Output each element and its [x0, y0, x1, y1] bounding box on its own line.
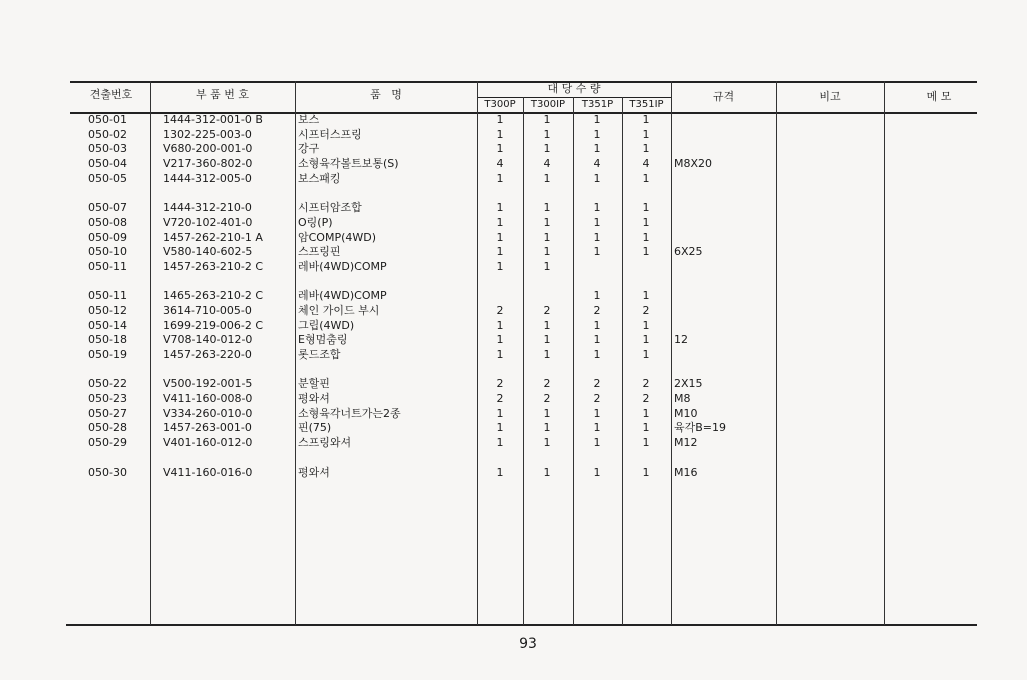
row-part-no: V217-360-802-0: [163, 157, 253, 171]
row-qty-t300ip: 1: [543, 201, 551, 215]
table-row: [0, 157, 1027, 172]
row-code: 050-19: [88, 348, 127, 361]
row-qty-t300ip: 1: [543, 348, 551, 361]
table-row: [0, 304, 1027, 319]
row-part-no: V334-260-010-0: [163, 406, 253, 420]
row-code: 050-05: [88, 171, 127, 185]
row-qty-t351ip: 2: [642, 392, 650, 406]
row-code: 050-30: [88, 465, 127, 479]
row-code: 050-23: [88, 392, 127, 406]
row-spec: M12: [674, 436, 698, 450]
row-qty-t300p: 1: [496, 171, 504, 185]
table-row: [0, 392, 1027, 407]
row-qty-t351p: 1: [593, 348, 601, 361]
row-name: 보스: [298, 113, 320, 126]
table-row: [0, 201, 1027, 216]
row-name: 평와셔: [298, 392, 330, 406]
row-code: 050-12: [88, 303, 127, 317]
row-qty-t351ip: 1: [642, 127, 650, 141]
table-row: [0, 436, 1027, 451]
row-qty-t300ip: 1: [543, 215, 551, 229]
row-qty-t351p: 4: [593, 157, 601, 171]
row-qty-t300p: 2: [496, 377, 504, 391]
row-name: 소형육각너트가는2종: [298, 406, 401, 420]
row-code: 050-11: [88, 259, 127, 273]
row-code: 050-07: [88, 201, 127, 215]
row-part-no: 1457-263-210-2 C: [163, 259, 264, 273]
row-spec: 12: [674, 333, 688, 347]
row-part-no: V720-102-401-0: [163, 215, 253, 229]
row-part-no: V708-140-012-0: [163, 333, 253, 347]
header-memo: 메 모: [926, 90, 952, 103]
row-qty-t351p: 1: [593, 215, 601, 229]
row-code: 050-28: [88, 421, 127, 435]
row-qty-t351ip: 1: [642, 421, 650, 435]
row-code: 050-14: [88, 318, 127, 332]
row-qty-t300ip: 1: [543, 245, 551, 259]
row-qty-t351ip: 1: [642, 318, 650, 332]
row-name: E형멈춤링: [298, 333, 348, 347]
row-name: 암COMP(4WD): [298, 230, 377, 244]
row-qty-t300p: 2: [496, 392, 504, 406]
row-qty-t300p: 1: [496, 348, 504, 361]
row-code: 050-01: [88, 113, 127, 126]
row-qty-t300p: 1: [496, 421, 504, 435]
row-qty-t351p: 1: [593, 142, 601, 156]
row-name: 레바(4WD)COMP: [298, 259, 387, 273]
table-row: [0, 113, 1027, 128]
row-qty-t351p: 1: [593, 127, 601, 141]
header-model-4: T351IP: [629, 99, 664, 110]
row-code: 050-10: [88, 245, 127, 259]
row-name: 시프터암조합: [298, 201, 362, 215]
row-qty-t351p: 1: [593, 465, 601, 479]
row-qty-t300p: 1: [496, 406, 504, 420]
header-remarks: 비고: [819, 90, 841, 103]
row-spec: M8X20: [674, 157, 713, 171]
row-part-no: V680-200-001-0: [163, 142, 253, 156]
row-qty-t300ip: 1: [543, 230, 551, 244]
table-row: [0, 289, 1027, 304]
row-part-no: 1444-312-210-0: [163, 201, 252, 215]
row-qty-t300p: 4: [496, 157, 504, 171]
row-qty-t351p: 1: [593, 421, 601, 435]
row-part-no: 1302-225-003-0: [163, 127, 252, 141]
row-qty-t300p: 1: [496, 142, 504, 156]
row-qty-t300ip: 1: [543, 436, 551, 450]
row-qty-t300ip: 1: [543, 406, 551, 420]
row-name: 시프터스프링: [298, 127, 362, 141]
row-qty-t351p: 1: [593, 436, 601, 450]
table-row: [0, 245, 1027, 260]
row-qty-t300ip: 1: [543, 333, 551, 347]
row-part-no: 1444-312-005-0: [163, 171, 252, 185]
header-part-no: 부 품 번 호: [196, 88, 249, 101]
table-bottom-rule: [66, 624, 977, 626]
row-qty-t351ip: 1: [642, 348, 650, 361]
row-qty-t351p: 1: [593, 230, 601, 244]
row-part-no: V500-192-001-5: [163, 377, 253, 391]
row-part-no: V411-160-008-0: [163, 392, 253, 406]
row-qty-t300ip: 1: [543, 465, 551, 479]
row-qty-t351ip: 1: [642, 142, 650, 156]
table-row: [0, 466, 1027, 481]
table-row: [0, 421, 1027, 436]
row-qty-t300ip: 1: [543, 113, 551, 126]
row-qty-t300p: 1: [496, 230, 504, 244]
row-qty-t351p: 1: [593, 171, 601, 185]
row-part-no: V411-160-016-0: [163, 465, 253, 479]
row-code: 050-27: [88, 406, 127, 420]
row-name: 분할핀: [298, 377, 330, 391]
row-spec: 육각B=19: [674, 421, 727, 435]
row-qty-t300p: 1: [496, 201, 504, 215]
row-qty-t351ip: 1: [642, 465, 650, 479]
header-spec: 규격: [712, 90, 735, 103]
header-qty-group: 대 당 수 량: [547, 82, 601, 95]
header-code: 견출번호: [89, 88, 133, 101]
row-name: O링(P): [298, 215, 333, 229]
row-name: 보스패킹: [298, 171, 341, 185]
row-qty-t351p: 1: [593, 333, 601, 347]
table-row: [0, 128, 1027, 143]
table-row: [0, 231, 1027, 246]
row-qty-t300p: 1: [496, 215, 504, 229]
row-name: 평와셔: [298, 465, 330, 479]
row-qty-t300ip: 1: [543, 171, 551, 185]
row-qty-t300p: 1: [496, 436, 504, 450]
row-qty-t300p: 1: [496, 127, 504, 141]
row-part-no: V580-140-602-5: [163, 245, 253, 259]
table-row: [0, 333, 1027, 348]
row-part-no: 1457-263-001-0: [163, 421, 252, 435]
row-name: 레바(4WD)COMP: [298, 289, 387, 303]
row-code: 050-22: [88, 377, 127, 391]
row-qty-t351ip: 1: [642, 289, 650, 303]
row-qty-t351p: 1: [593, 113, 601, 126]
row-part-no: 1444-312-001-0 B: [163, 113, 263, 126]
row-qty-t351ip: 1: [642, 215, 650, 229]
row-qty-t300p: 1: [496, 465, 504, 479]
row-qty-t300p: 1: [496, 259, 504, 273]
row-part-no: V401-160-012-0: [163, 436, 253, 450]
row-qty-t351ip: 2: [642, 303, 650, 317]
row-qty-t351ip: 4: [642, 157, 650, 171]
row-qty-t300p: 2: [496, 303, 504, 317]
row-qty-t351p: 1: [593, 201, 601, 215]
row-name: 강구: [298, 142, 320, 156]
row-part-no: 3614-710-005-0: [163, 303, 252, 317]
row-qty-t300ip: 2: [543, 392, 551, 406]
row-qty-t300ip: 1: [543, 127, 551, 141]
row-qty-t351p: 1: [593, 406, 601, 420]
row-code: 050-02: [88, 127, 127, 141]
row-qty-t300ip: 1: [543, 142, 551, 156]
row-qty-t351ip: 1: [642, 406, 650, 420]
page-number: 93: [519, 636, 537, 652]
row-qty-t300ip: 4: [543, 157, 551, 171]
row-part-no: 1457-263-220-0: [163, 348, 252, 361]
row-spec: M10: [674, 406, 698, 420]
row-spec: M16: [674, 465, 698, 479]
table-row: [0, 377, 1027, 392]
row-qty-t300ip: 2: [543, 377, 551, 391]
row-name: 체인 가이드 부시: [298, 303, 380, 317]
row-qty-t351ip: 1: [642, 171, 650, 185]
row-code: 050-29: [88, 436, 127, 450]
table-row: [0, 260, 1027, 275]
row-qty-t300ip: 2: [543, 303, 551, 317]
row-code: 050-03: [88, 142, 127, 156]
table-row: [0, 142, 1027, 157]
row-qty-t351ip: 2: [642, 377, 650, 391]
table-row: [0, 319, 1027, 334]
table-row: [0, 216, 1027, 231]
header-model-3: T351P: [581, 99, 614, 110]
row-code: 050-04: [88, 157, 127, 171]
qty-header-rule: [477, 97, 671, 98]
row-qty-t351p: 2: [593, 377, 601, 391]
row-part-no: 1457-262-210-1 A: [163, 230, 263, 244]
row-qty-t351p: 1: [593, 245, 601, 259]
row-name: 그립(4WD): [298, 318, 355, 332]
row-name: 소형육각볼트보통(S): [298, 157, 399, 171]
row-spec: 6X25: [674, 245, 703, 259]
row-code: 050-09: [88, 230, 127, 244]
row-name: 롯드조합: [298, 348, 341, 361]
row-qty-t351p: 2: [593, 303, 601, 317]
row-part-no: 1699-219-006-2 C: [163, 318, 264, 332]
row-qty-t351p: 1: [593, 318, 601, 332]
row-qty-t300p: 1: [496, 333, 504, 347]
row-qty-t300p: 1: [496, 245, 504, 259]
row-part-no: 1465-263-210-2 C: [163, 289, 264, 303]
parts-table-body: [0, 113, 1027, 480]
row-name: 핀(75): [298, 421, 332, 435]
row-spec: M8: [674, 392, 691, 406]
row-qty-t300ip: 1: [543, 421, 551, 435]
row-qty-t300p: 1: [496, 318, 504, 332]
table-row: [0, 348, 1027, 363]
row-spec: 2X15: [674, 377, 703, 391]
row-qty-t351ip: 1: [642, 436, 650, 450]
row-qty-t351ip: 1: [642, 113, 650, 126]
row-code: 050-18: [88, 333, 127, 347]
table-row: [0, 172, 1027, 187]
row-qty-t351ip: 1: [642, 333, 650, 347]
row-name: 스프링와셔: [298, 436, 352, 450]
table-row: [0, 407, 1027, 422]
row-qty-t351ip: 1: [642, 230, 650, 244]
header-name: 품 명: [370, 88, 402, 101]
row-qty-t351p: 2: [593, 392, 601, 406]
row-qty-t300ip: 1: [543, 318, 551, 332]
row-code: 050-08: [88, 215, 127, 229]
header-model-1: T300P: [484, 99, 516, 110]
row-qty-t300ip: 1: [543, 259, 551, 273]
row-qty-t351p: 1: [593, 289, 601, 303]
row-qty-t351ip: 1: [642, 201, 650, 215]
row-name: 스프링핀: [298, 245, 341, 259]
header-model-2: T300IP: [530, 99, 566, 110]
row-qty-t300p: 1: [496, 113, 504, 126]
row-qty-t351ip: 1: [642, 245, 650, 259]
row-code: 050-11: [88, 289, 127, 303]
